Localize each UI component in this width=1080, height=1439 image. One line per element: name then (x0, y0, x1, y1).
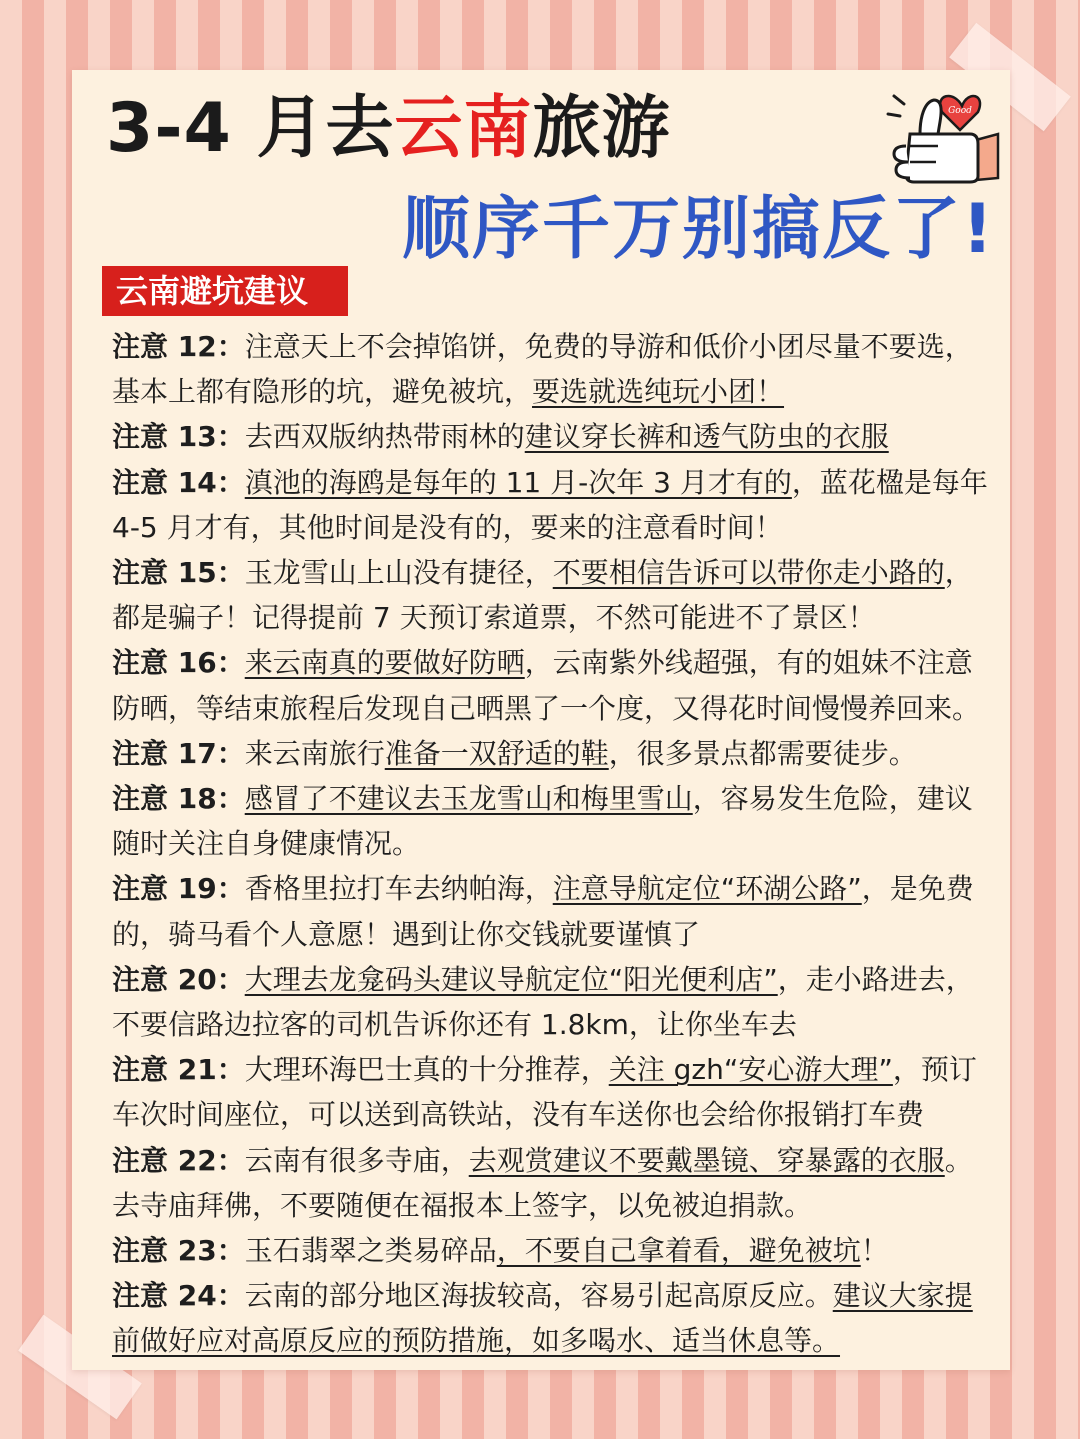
note-text: 大理环海巴士真的十分推荐， (244, 1053, 609, 1087)
note-text-tail: ！ (860, 1234, 889, 1268)
thumbs-up-heart-icon (880, 78, 1000, 188)
note-card (72, 70, 1010, 1370)
sticker-text: Good (948, 106, 972, 116)
notes-list (112, 324, 992, 1364)
note-text: 注意天上不会掉馅饼，免费的导游和低价小团尽量不要选，基本上都有隐形的坑，避免被坑， (112, 330, 973, 409)
note-text-tail: ，云南紫外线超强，有的姐妹不注意防晒，等结束旅程后发现自己晒黑了一个度，又得花时间慢慢养回来。 (112, 646, 981, 725)
note-item (112, 324, 992, 414)
note-text: 来云南旅行 (244, 736, 385, 770)
note-item (112, 731, 992, 776)
note-number: 注意 13： (112, 420, 245, 454)
note-number: 注意 18： (112, 782, 245, 816)
note-text: 香格里拉打车去纳帕海， (244, 872, 553, 906)
note-item (112, 1228, 992, 1273)
note-item (112, 550, 992, 640)
section-label: 云南避坑建议 (102, 266, 348, 316)
note-text-tail: ，走小路进去，不要信路边拉客的司机告诉你还有 1.8km，让你坐车去 (112, 962, 974, 1042)
note-highlight: 建议大家提前做好应对高原反应的预防措施，如多喝水、适当休息等。 (112, 1279, 973, 1358)
note-text-tail: ，是免费的，骑马看个人意愿！遇到让你交钱就要谨慎了 (112, 872, 974, 951)
note-highlight: 大理去龙龛码头建议导航定位“阳光便利店” (244, 962, 778, 996)
note-number: 注意 20： (112, 962, 245, 996)
note-text: 玉龙雪山上山没有捷径， (244, 556, 553, 590)
note-item (112, 640, 992, 730)
note-text-tail: ，预订车次时间座位，可以送到高铁站，没有车送你也会给你报销打车费 (112, 1053, 977, 1132)
note-highlight: 建议穿长裤和透气防虫的衣服 (524, 420, 889, 454)
note-text-tail: ，容易发生危险，建议随时关注自身健康情况。 (112, 782, 973, 861)
note-text: 去西双版纳热带雨林的 (244, 420, 525, 454)
note-item (112, 1047, 992, 1137)
note-number: 注意 16： (112, 646, 245, 680)
note-highlight: 来云南真的要做好防晒 (244, 646, 525, 680)
note-number: 注意 19： (112, 872, 245, 906)
note-number: 注意 23： (112, 1234, 245, 1268)
note-item (112, 776, 992, 866)
note-text-tail: ，很多景点都需要徒步。 (608, 736, 917, 770)
title-highlight: 云南 (394, 89, 533, 168)
note-text-tail: ，都是骗子！记得提前 7 天预订索道票，不然可能进不了景区！ (112, 556, 973, 635)
note-highlight: 关注 gzh“安心游大理” (608, 1053, 893, 1087)
note-number: 注意 14： (112, 465, 245, 499)
note-text-tail: ，蓝花楹是每年4-5 月才有，其他时间是没有的，要来的注意看时间！ (112, 465, 988, 544)
note-text-tail: 。去寺庙拜佛，不要随便在福报本上签字，以免被迫捐款。 (112, 1143, 973, 1222)
note-number: 注意 24： (112, 1279, 245, 1313)
note-text: 云南的部分地区海拔较高，容易引起高原反应。 (244, 1279, 833, 1313)
page-title (106, 84, 671, 174)
note-highlight: 注意导航定位“环湖公路” (552, 872, 862, 906)
note-number: 注意 17： (112, 736, 245, 770)
note-number: 注意 15： (112, 556, 245, 590)
note-highlight: 要选就选纯玩小团！ (532, 375, 785, 409)
note-number: 注意 12： (112, 330, 245, 363)
note-highlight: 去观赏建议不要戴墨镜、穿暴露的衣服 (468, 1143, 945, 1177)
note-item (112, 414, 992, 459)
note-item (112, 460, 992, 550)
note-item (112, 1273, 992, 1363)
note-highlight: 准备一双舒适的鞋 (384, 736, 609, 770)
page-subtitle: 顺序千万别搞反了! (402, 190, 996, 269)
title-suffix: 旅游 (532, 89, 671, 168)
note-item (112, 866, 992, 956)
title-prefix: 3-4 月去 (106, 89, 395, 168)
note-number: 注意 21： (112, 1053, 245, 1087)
note-text: 玉石翡翠之类易碎品 (244, 1234, 497, 1268)
note-item (112, 1138, 992, 1228)
note-text: 云南有很多寺庙， (244, 1143, 469, 1177)
note-item (112, 957, 992, 1047)
note-highlight: 感冒了不建议去玉龙雪山和梅里雪山 (244, 782, 693, 816)
note-highlight: 不要相信告诉可以带你走小路的 (552, 556, 945, 590)
note-highlight: ，不要自己拿着看，避免被坑 (496, 1234, 861, 1268)
note-highlight: 滇池的海鸥是每年的 11 月-次年 3 月才有的 (244, 465, 792, 499)
note-number: 注意 22： (112, 1143, 245, 1177)
